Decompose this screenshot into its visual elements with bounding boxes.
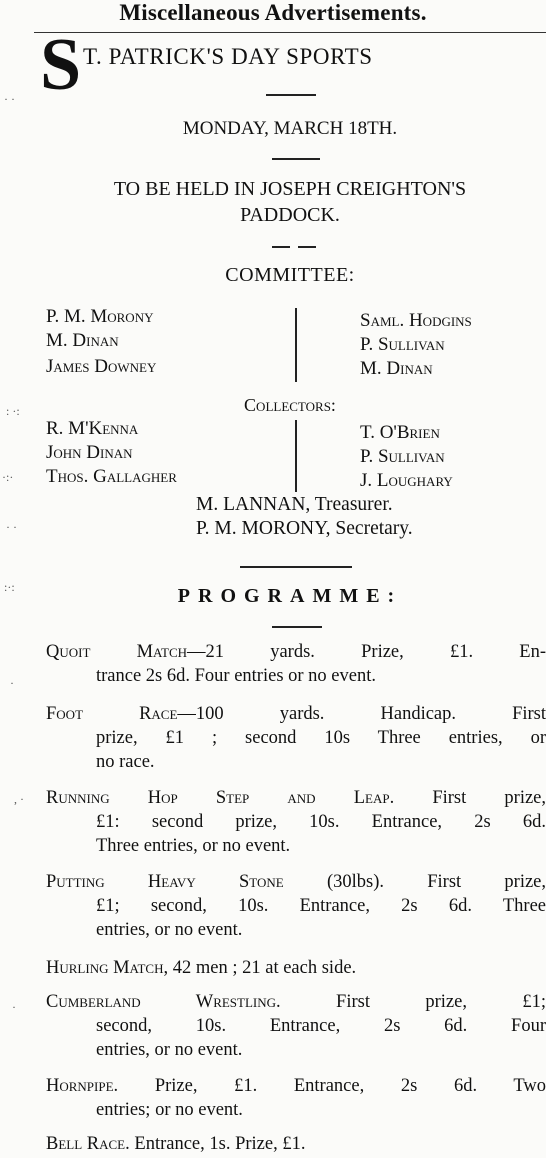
treasurer: M. LANNAN, Treasurer. xyxy=(196,494,393,515)
print-speck: · xyxy=(12,1000,16,1014)
separator-dash xyxy=(298,246,316,248)
collector: P. Sullivan xyxy=(360,446,445,467)
committee-member: James Downey xyxy=(46,356,157,377)
committee-member: Saml. Hodgins xyxy=(360,310,472,331)
programme-heading: PROGRAMME: xyxy=(177,585,403,607)
event-text: entries, or no event. xyxy=(96,920,243,940)
advert-title xyxy=(40,24,546,106)
committee-member: P. Sullivan xyxy=(360,334,445,355)
separator-dash xyxy=(266,94,316,96)
separator-dash xyxy=(240,566,352,568)
event-name: Quoit Match xyxy=(46,642,188,662)
header-rule xyxy=(34,32,546,33)
event-text: —21 yards. Prize, £1. En- xyxy=(187,642,546,662)
programme-event xyxy=(46,1074,546,1122)
separator-dash xyxy=(272,246,290,248)
programme-event xyxy=(46,1132,546,1156)
event-text: Three entries, or no event. xyxy=(96,836,291,856)
event-text: First prize, £1; xyxy=(280,992,546,1012)
print-speck: · · xyxy=(6,520,17,534)
collector: J. Loughary xyxy=(360,470,453,491)
programme-event xyxy=(46,990,546,1062)
event-text: no race. xyxy=(96,752,155,772)
section-header: Miscellaneous Advertisements. xyxy=(119,0,427,25)
event-text: (30lbs). First prize, xyxy=(283,872,546,892)
column-divider xyxy=(295,420,297,492)
event-text: £1; second, 10s. Entrance, 2s 6d. Three xyxy=(96,896,546,916)
secretary: P. M. MORONY, Secretary. xyxy=(196,518,413,539)
event-name: Bell Race. xyxy=(46,1134,130,1154)
committee-member: M. Dinan xyxy=(46,330,119,351)
event-text: —100 yards. Handicap. First xyxy=(177,704,546,724)
event-name: Running Hop Step and Leap. xyxy=(46,788,395,808)
event-text: £1: second prize, 10s. Entrance, 2s 6d. xyxy=(96,812,546,832)
title-drop-cap: S xyxy=(40,24,82,106)
print-speck: : ·: xyxy=(6,404,20,418)
column-divider xyxy=(295,308,297,382)
event-text: prize, £1 ; second 10s Three entries, or xyxy=(96,728,546,748)
venue-line: PADDOCK. xyxy=(240,204,340,226)
print-speck: · xyxy=(10,676,14,690)
print-speck: ·:· xyxy=(2,470,14,484)
print-speck: :·: xyxy=(4,580,15,594)
committee-heading: COMMITTEE: xyxy=(225,264,355,286)
programme-event xyxy=(46,786,546,858)
event-text: entries; or no event. xyxy=(96,1100,243,1120)
event-date: MONDAY, MARCH 18TH. xyxy=(182,118,398,139)
collector: Thos. Gallagher xyxy=(46,466,177,487)
title-text: T. PATRICK'S DAY SPORTS xyxy=(83,44,373,69)
print-speck: , · xyxy=(14,792,24,806)
separator-dash xyxy=(272,158,320,160)
programme-event xyxy=(46,870,546,942)
event-text: First prize, xyxy=(394,788,546,808)
event-text: 42 men ; 21 at each side. xyxy=(168,958,357,978)
print-speck: · · xyxy=(4,92,15,106)
event-name: Foot Race xyxy=(46,704,178,724)
programme-event xyxy=(46,702,546,774)
event-text: entries, or no event. xyxy=(96,1040,243,1060)
committee-member: M. Dinan xyxy=(360,358,433,379)
event-text: Entrance, 1s. Prize, £1. xyxy=(129,1134,306,1154)
separator-dash xyxy=(272,626,322,628)
programme-event xyxy=(46,956,546,980)
collector: R. M'Kenna xyxy=(46,418,139,439)
event-name: Hornpipe. xyxy=(46,1076,119,1096)
event-name: Cumberland Wrestling. xyxy=(46,992,281,1012)
event-venue xyxy=(34,176,546,228)
event-text: second, 10s. Entrance, 2s 6d. Four xyxy=(96,1016,546,1036)
programme-event xyxy=(46,640,546,688)
event-text: Prize, £1. Entrance, 2s 6d. Two xyxy=(118,1076,546,1096)
venue-line: TO BE HELD IN JOSEPH CREIGHTON'S xyxy=(113,178,467,200)
collectors-heading: Collectors: xyxy=(244,395,336,415)
event-name: Hurling Match, xyxy=(46,958,169,978)
collector: T. O'Brien xyxy=(360,422,440,443)
event-text: trance 2s 6d. Four entries or no event. xyxy=(96,666,376,686)
collector: John Dinan xyxy=(46,442,133,463)
committee-member: P. M. Morony xyxy=(46,306,154,327)
event-name: Putting Heavy Stone xyxy=(46,872,284,892)
